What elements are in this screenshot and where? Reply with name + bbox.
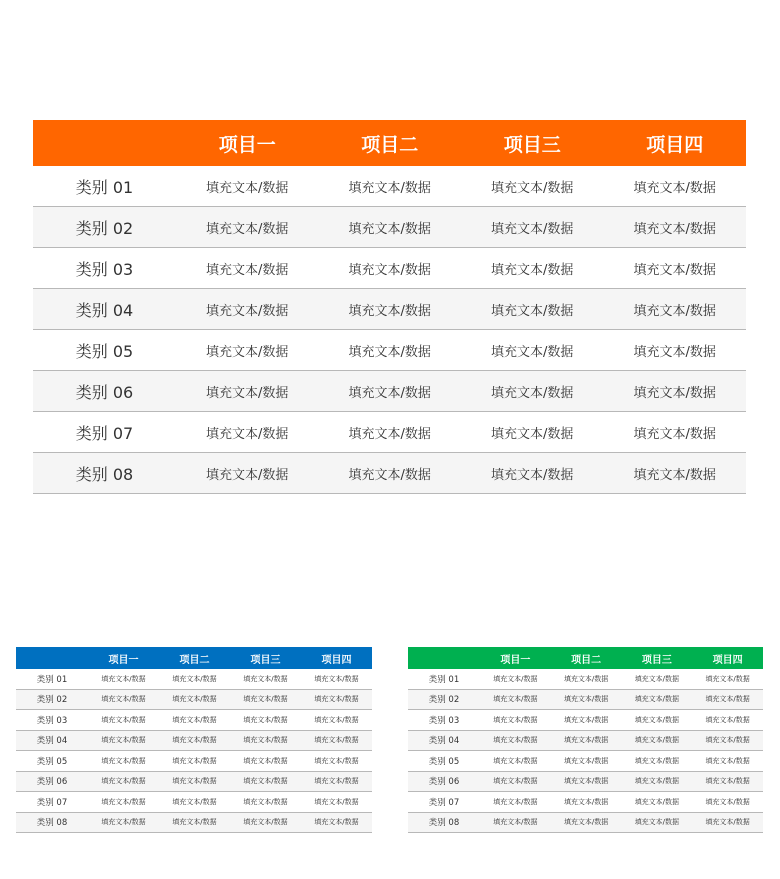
data-cell: 填充文本/数据 xyxy=(604,453,747,494)
table-row xyxy=(16,792,372,813)
data-cell: 填充文本/数据 xyxy=(230,730,301,751)
data-cell: 填充文本/数据 xyxy=(692,792,763,813)
table-row xyxy=(16,751,372,772)
data-cell: 填充文本/数据 xyxy=(551,751,622,772)
data-cell: 填充文本/数据 xyxy=(88,669,159,689)
data-cell: 填充文本/数据 xyxy=(319,371,462,412)
data-cell: 填充文本/数据 xyxy=(301,730,372,751)
row-category: 类别 01 xyxy=(33,166,176,207)
row-category: 类别 04 xyxy=(408,730,480,751)
data-cell: 填充文本/数据 xyxy=(230,669,301,689)
data-cell: 填充文本/数据 xyxy=(551,669,622,689)
data-cell: 填充文本/数据 xyxy=(692,730,763,751)
data-cell: 填充文本/数据 xyxy=(319,166,462,207)
data-cell: 填充文本/数据 xyxy=(622,812,693,833)
row-category: 类别 02 xyxy=(16,689,88,710)
data-cell: 填充文本/数据 xyxy=(319,330,462,371)
data-cell: 填充文本/数据 xyxy=(692,710,763,731)
data-cell: 填充文本/数据 xyxy=(461,453,604,494)
data-cell: 填充文本/数据 xyxy=(88,730,159,751)
data-cell: 填充文本/数据 xyxy=(622,751,693,772)
row-category: 类别 03 xyxy=(33,248,176,289)
data-cell: 填充文本/数据 xyxy=(604,371,747,412)
data-cell: 填充文本/数据 xyxy=(604,330,747,371)
data-cell: 填充文本/数据 xyxy=(159,730,230,751)
row-category: 类别 08 xyxy=(33,453,176,494)
data-cell: 填充文本/数据 xyxy=(176,289,319,330)
row-category: 类别 02 xyxy=(408,689,480,710)
table-row xyxy=(408,730,763,751)
data-cell: 填充文本/数据 xyxy=(461,166,604,207)
row-category: 类别 06 xyxy=(16,771,88,792)
table-row xyxy=(16,730,372,751)
data-cell: 填充文本/数据 xyxy=(301,812,372,833)
data-cell: 填充文本/数据 xyxy=(604,248,747,289)
data-cell: 填充文本/数据 xyxy=(692,812,763,833)
column-header: 项目一 xyxy=(176,120,319,166)
column-header: 项目四 xyxy=(604,120,747,166)
table-row xyxy=(16,812,372,833)
table-row xyxy=(33,330,746,371)
row-category: 类别 04 xyxy=(16,730,88,751)
data-cell: 填充文本/数据 xyxy=(604,166,747,207)
data-cell: 填充文本/数据 xyxy=(230,751,301,772)
table-row xyxy=(408,751,763,772)
data-cell: 填充文本/数据 xyxy=(176,453,319,494)
data-cell: 填充文本/数据 xyxy=(480,771,551,792)
header-corner-cell xyxy=(33,120,176,166)
table-row xyxy=(408,689,763,710)
table-row xyxy=(408,792,763,813)
row-category: 类别 04 xyxy=(33,289,176,330)
data-cell: 填充文本/数据 xyxy=(176,207,319,248)
row-category: 类别 06 xyxy=(33,371,176,412)
table-row xyxy=(408,771,763,792)
data-cell: 填充文本/数据 xyxy=(159,751,230,772)
row-category: 类别 08 xyxy=(16,812,88,833)
column-header: 项目三 xyxy=(622,647,693,669)
data-cell: 填充文本/数据 xyxy=(319,412,462,453)
data-cell: 填充文本/数据 xyxy=(301,689,372,710)
data-cell: 填充文本/数据 xyxy=(88,689,159,710)
table-row xyxy=(33,412,746,453)
data-cell: 填充文本/数据 xyxy=(480,669,551,689)
row-category: 类别 07 xyxy=(33,412,176,453)
header-corner-cell xyxy=(16,647,88,669)
row-category: 类别 05 xyxy=(408,751,480,772)
data-cell: 填充文本/数据 xyxy=(604,207,747,248)
data-cell: 填充文本/数据 xyxy=(159,812,230,833)
data-cell: 填充文本/数据 xyxy=(88,812,159,833)
data-cell: 填充文本/数据 xyxy=(88,751,159,772)
column-header: 项目四 xyxy=(692,647,763,669)
data-cell: 填充文本/数据 xyxy=(551,710,622,731)
data-cell: 填充文本/数据 xyxy=(176,412,319,453)
data-cell: 填充文本/数据 xyxy=(230,792,301,813)
data-cell: 填充文本/数据 xyxy=(622,771,693,792)
orange-table xyxy=(33,120,746,494)
row-category: 类别 01 xyxy=(16,669,88,689)
data-cell: 填充文本/数据 xyxy=(319,453,462,494)
green-table xyxy=(408,647,763,833)
data-cell: 填充文本/数据 xyxy=(301,792,372,813)
data-cell: 填充文本/数据 xyxy=(230,689,301,710)
data-cell: 填充文本/数据 xyxy=(692,751,763,772)
column-header: 项目二 xyxy=(159,647,230,669)
table-row xyxy=(33,371,746,412)
data-cell: 填充文本/数据 xyxy=(301,710,372,731)
row-category: 类别 03 xyxy=(408,710,480,731)
column-header: 项目二 xyxy=(551,647,622,669)
row-category: 类别 06 xyxy=(408,771,480,792)
data-cell: 填充文本/数据 xyxy=(461,330,604,371)
row-category: 类别 03 xyxy=(16,710,88,731)
data-cell: 填充文本/数据 xyxy=(551,792,622,813)
table-row xyxy=(33,248,746,289)
data-cell: 填充文本/数据 xyxy=(692,689,763,710)
row-category: 类别 07 xyxy=(408,792,480,813)
data-cell: 填充文本/数据 xyxy=(551,730,622,751)
data-cell: 填充文本/数据 xyxy=(176,166,319,207)
data-cell: 填充文本/数据 xyxy=(622,710,693,731)
data-cell: 填充文本/数据 xyxy=(176,330,319,371)
data-cell: 填充文本/数据 xyxy=(551,771,622,792)
row-category: 类别 05 xyxy=(33,330,176,371)
data-cell: 填充文本/数据 xyxy=(604,412,747,453)
row-category: 类别 08 xyxy=(408,812,480,833)
data-cell: 填充文本/数据 xyxy=(622,669,693,689)
data-cell: 填充文本/数据 xyxy=(622,730,693,751)
table-row xyxy=(33,166,746,207)
table-row xyxy=(33,289,746,330)
table-row xyxy=(16,669,372,689)
data-cell: 填充文本/数据 xyxy=(159,792,230,813)
column-header: 项目四 xyxy=(301,647,372,669)
data-cell: 填充文本/数据 xyxy=(88,792,159,813)
data-cell: 填充文本/数据 xyxy=(159,771,230,792)
data-cell: 填充文本/数据 xyxy=(230,771,301,792)
data-cell: 填充文本/数据 xyxy=(480,710,551,731)
data-cell: 填充文本/数据 xyxy=(88,710,159,731)
data-cell: 填充文本/数据 xyxy=(230,710,301,731)
table-row xyxy=(408,669,763,689)
data-cell: 填充文本/数据 xyxy=(692,771,763,792)
data-cell: 填充文本/数据 xyxy=(604,289,747,330)
data-cell: 填充文本/数据 xyxy=(301,751,372,772)
data-cell: 填充文本/数据 xyxy=(230,812,301,833)
row-category: 类别 07 xyxy=(16,792,88,813)
data-cell: 填充文本/数据 xyxy=(319,248,462,289)
data-cell: 填充文本/数据 xyxy=(461,207,604,248)
blue-table xyxy=(16,647,372,833)
column-header: 项目三 xyxy=(461,120,604,166)
data-cell: 填充文本/数据 xyxy=(480,689,551,710)
table-row xyxy=(33,453,746,494)
header-corner-cell xyxy=(408,647,480,669)
data-cell: 填充文本/数据 xyxy=(461,289,604,330)
table-row xyxy=(408,812,763,833)
row-category: 类别 05 xyxy=(16,751,88,772)
table-row xyxy=(16,689,372,710)
data-cell: 填充文本/数据 xyxy=(480,812,551,833)
data-cell: 填充文本/数据 xyxy=(319,289,462,330)
data-cell: 填充文本/数据 xyxy=(319,207,462,248)
table-row xyxy=(408,710,763,731)
data-cell: 填充文本/数据 xyxy=(692,669,763,689)
data-cell: 填充文本/数据 xyxy=(159,689,230,710)
row-category: 类别 01 xyxy=(408,669,480,689)
data-cell: 填充文本/数据 xyxy=(551,812,622,833)
data-cell: 填充文本/数据 xyxy=(301,771,372,792)
data-cell: 填充文本/数据 xyxy=(88,771,159,792)
data-cell: 填充文本/数据 xyxy=(551,689,622,710)
data-cell: 填充文本/数据 xyxy=(461,371,604,412)
data-cell: 填充文本/数据 xyxy=(461,412,604,453)
data-cell: 填充文本/数据 xyxy=(622,689,693,710)
data-cell: 填充文本/数据 xyxy=(480,730,551,751)
column-header: 项目三 xyxy=(230,647,301,669)
data-cell: 填充文本/数据 xyxy=(480,751,551,772)
data-cell: 填充文本/数据 xyxy=(480,792,551,813)
column-header: 项目二 xyxy=(319,120,462,166)
row-category: 类别 02 xyxy=(33,207,176,248)
column-header: 项目一 xyxy=(88,647,159,669)
data-cell: 填充文本/数据 xyxy=(622,792,693,813)
table-row xyxy=(16,771,372,792)
data-cell: 填充文本/数据 xyxy=(301,669,372,689)
data-cell: 填充文本/数据 xyxy=(176,248,319,289)
table-row xyxy=(16,710,372,731)
data-cell: 填充文本/数据 xyxy=(461,248,604,289)
data-cell: 填充文本/数据 xyxy=(176,371,319,412)
table-row xyxy=(33,207,746,248)
data-cell: 填充文本/数据 xyxy=(159,669,230,689)
column-header: 项目一 xyxy=(480,647,551,669)
data-cell: 填充文本/数据 xyxy=(159,710,230,731)
